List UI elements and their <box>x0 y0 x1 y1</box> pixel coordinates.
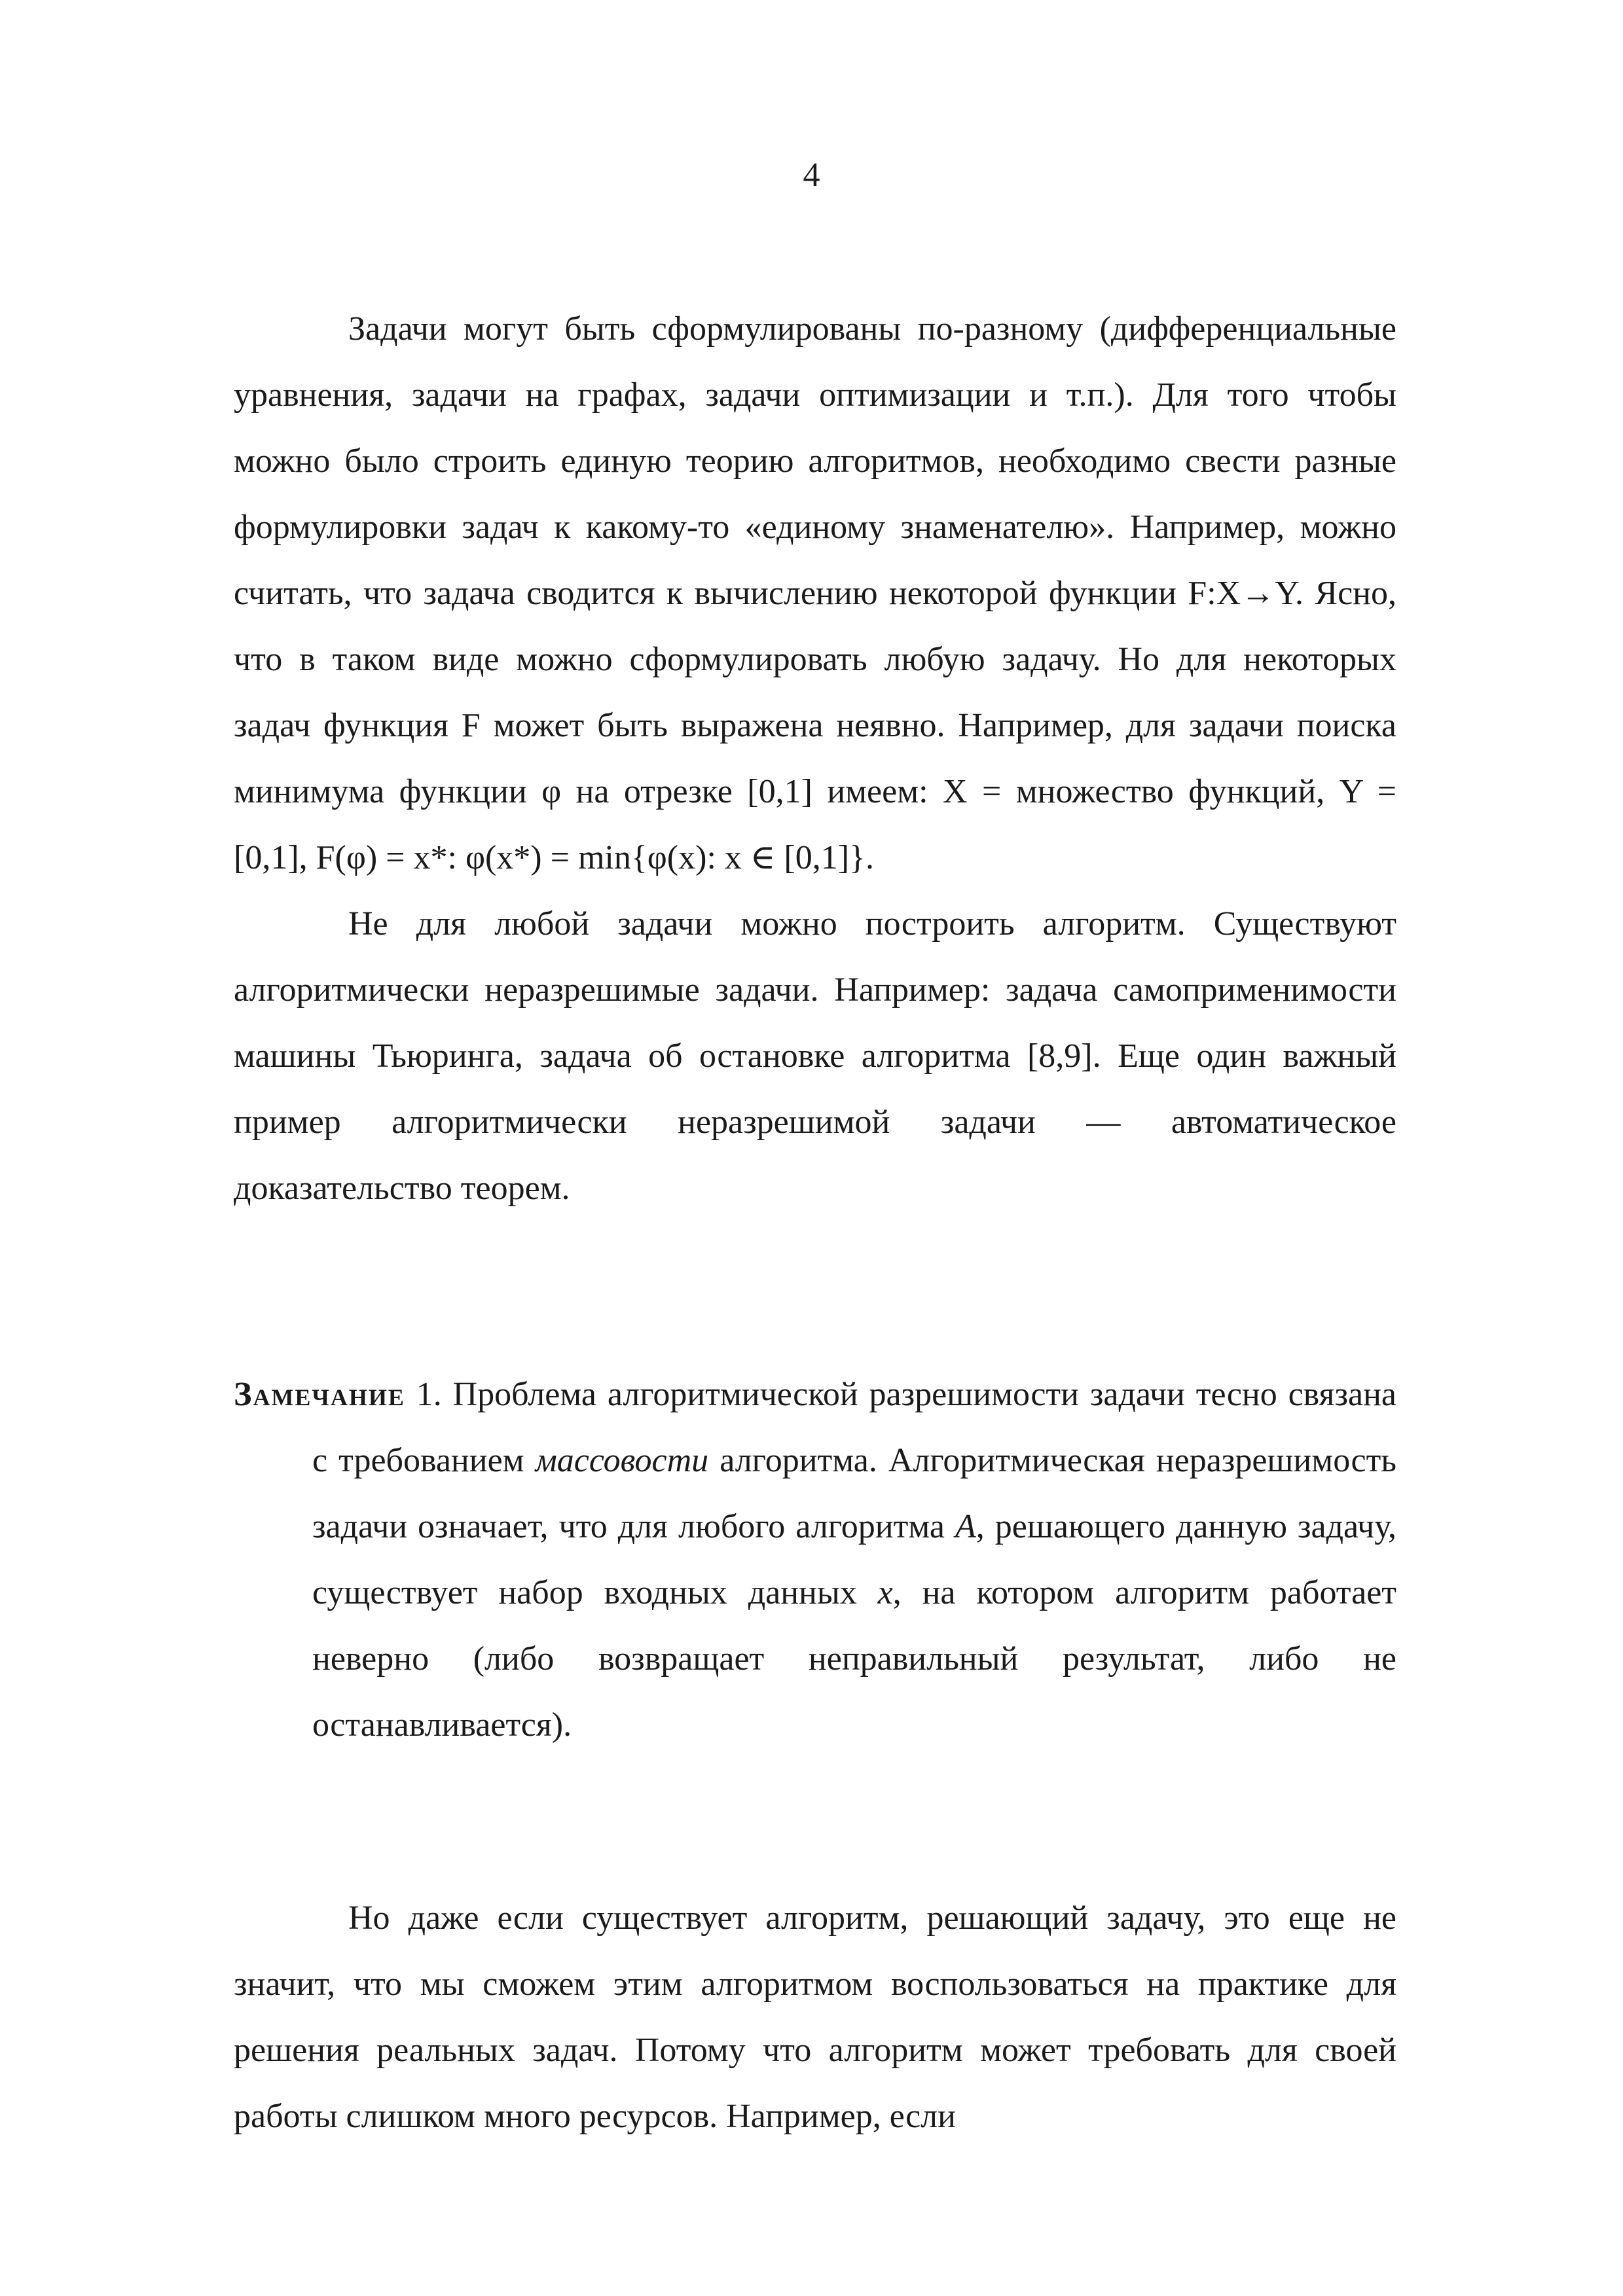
page-number: 4 <box>803 156 820 194</box>
remark-text <box>234 1361 1396 1758</box>
remark-number: 1. <box>416 1376 442 1413</box>
remark-block <box>234 1361 1396 1758</box>
paragraph-2: Не для любой задачи можно построить алгоритм. Существуют алгоритмически неразрешимые задачи. Например: задача самоприменимости машины Тьюринга, задача об остановке алгоритма [8,9]. Еще один важный пример алгоритмически неразрешимой задачи — автоматическое доказательство теорем. <box>234 905 1396 1207</box>
text-block-2 <box>234 1885 1396 2149</box>
remark-italic-x: x <box>877 1574 893 1611</box>
text-block-1 <box>234 296 1396 1221</box>
remark-italic-word: массовости <box>535 1442 709 1479</box>
paragraph-3: Но даже если существует алгоритм, решающий задачу, это еще не значит, что мы сможем этим алгоритмом воспользоваться на практике для решения реальных задач. Потому что алгоритм может требовать для своей работы слишком много ресурсов. Например, если <box>234 1899 1396 2135</box>
remark-text-2: алгоритма. Алгоритмическая неразрешимость задачи означает, что для любого алгоритма <box>312 1442 1397 1545</box>
remark-label: Замечание <box>234 1376 405 1413</box>
remark-text-1: Проблема алгоритмической разрешимости задачи тесно связана с требованием <box>312 1376 1396 1479</box>
remark-text-4: , на котором алгоритм работает неверно (либо возвращает неправильный результат, либо не останавливается). <box>312 1574 1396 1744</box>
remark-italic-a: A <box>955 1508 976 1545</box>
paragraph-1: Задачи могут быть сформулированы по-разному (дифференциальные уравнения, задачи на графах, задачи оптимизации и т.п.). Для того чтобы можно было строить единую теорию алгоритмов, необходимо свести разные формулировки задач к какому-то «единому знаменателю». Например, можно считать, что задача сводится к вычислению некоторой функции F:X→Y. Ясно, что в таком виде можно сформулировать любую задачу. Но для некоторых задач функция F может быть выражена неявно. Например, для задачи поиска минимума функции φ на отрезке [0,1] имеем: X = множество функций, Y = [0,1], F(φ) = x*: φ(x*) = min{φ(x): x ∈ [0,1]}. <box>234 310 1396 876</box>
remark-text-3: , решающего данную задачу, существует набор входных данных <box>312 1508 1396 1611</box>
